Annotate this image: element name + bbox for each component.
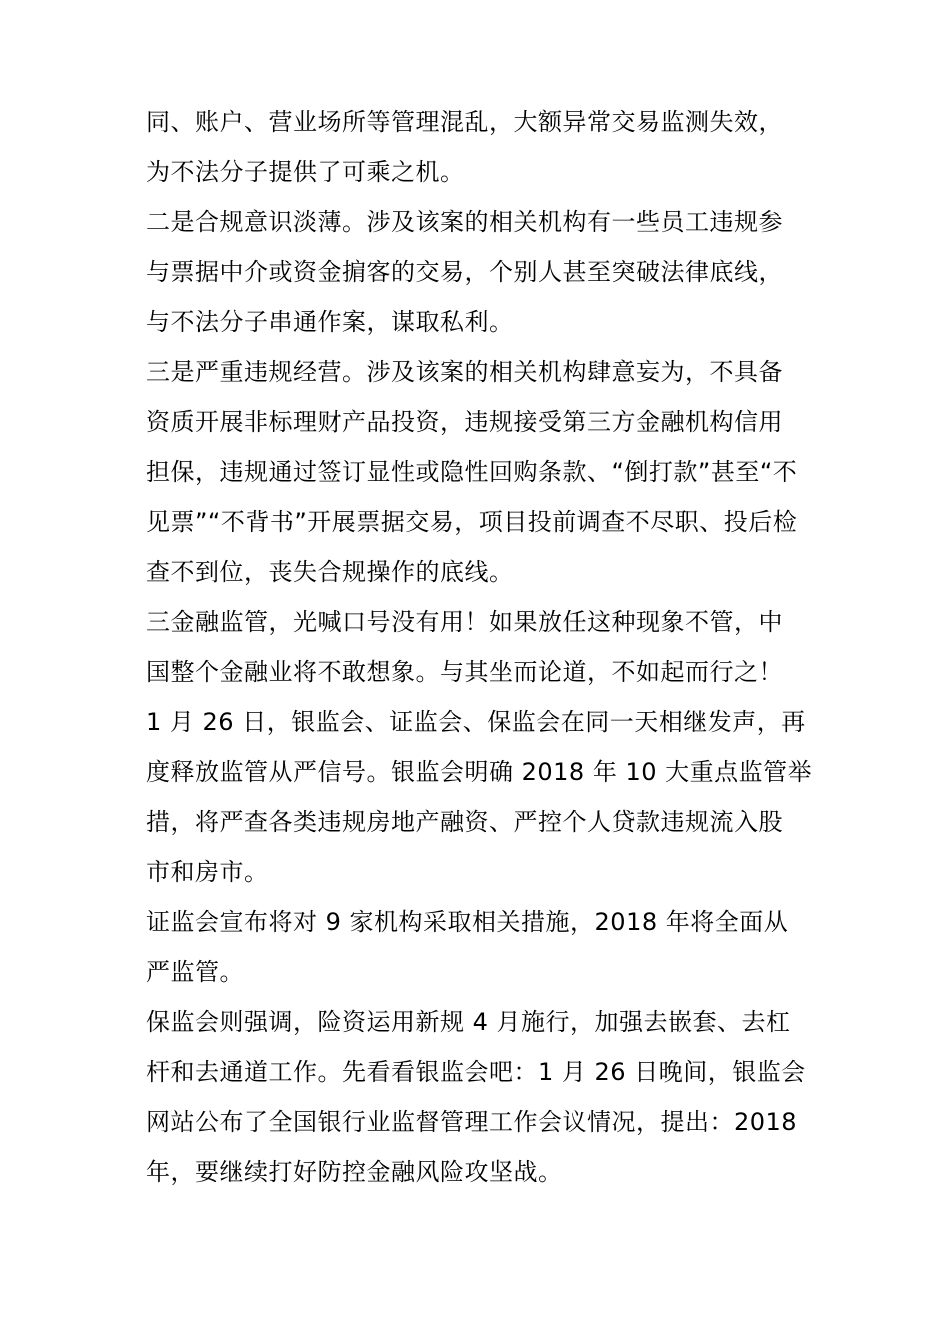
- text-line: 担保，违规通过签订显性或隐性回购条款、“倒打款”甚至“不: [146, 458, 798, 486]
- text-line: 三是严重违规经营。涉及该案的相关机构肆意妄为，不具备: [146, 358, 783, 386]
- text-line: 与不法分子串通作案，谋取私利。: [146, 308, 514, 336]
- text-line: 与票据中介或资金掮客的交易，个别人甚至突破法律底线，: [146, 258, 783, 286]
- text-line: 1 月 26 日，银监会、证监会、保监会在同一天相继发声，再: [146, 708, 806, 736]
- text-line: 国整个金融业将不敢想象。与其坐而论道，不如起而行之！: [146, 658, 783, 686]
- text-line: 见票”“不背书”开展票据交易，项目投前调查不尽职、投后检: [146, 508, 798, 536]
- text-line: 严监管。: [146, 958, 244, 986]
- text-line: 保监会则强调，险资运用新规 4 月施行，加强去嵌套、去杠: [146, 1008, 791, 1036]
- document-body: [146, 97, 826, 1197]
- text-line: 同、账户、营业场所等管理混乱，大额异常交易监测失效，: [146, 108, 783, 136]
- text-line: 二是合规意识淡薄。涉及该案的相关机构有一些员工违规参: [146, 208, 783, 236]
- text-line: 资质开展非标理财产品投资，违规接受第三方金融机构信用: [146, 408, 783, 436]
- text-line: 度释放监管从严信号。银监会明确 2018 年 10 大重点监管举: [146, 758, 813, 786]
- text-line: 年，要继续打好防控金融风险攻坚战。: [146, 1158, 563, 1186]
- text-line: 网站公布了全国银行业监督管理工作会议情况，提出：2018: [146, 1108, 798, 1136]
- text-line: 杆和去通道工作。先看看银监会吧：1 月 26 日晚间，银监会: [146, 1058, 806, 1086]
- text-line: 查不到位，丧失合规操作的底线。: [146, 558, 514, 586]
- text-line: 证监会宣布将对 9 家机构采取相关措施，2018 年将全面从: [146, 908, 789, 936]
- text-line: 市和房市。: [146, 858, 269, 886]
- text-line: 三金融监管，光喊口号没有用！如果放任这种现象不管，中: [146, 608, 783, 636]
- text-line: 措，将严查各类违规房地产融资、严控个人贷款违规流入股: [146, 808, 783, 836]
- text-line: 为不法分子提供了可乘之机。: [146, 158, 465, 186]
